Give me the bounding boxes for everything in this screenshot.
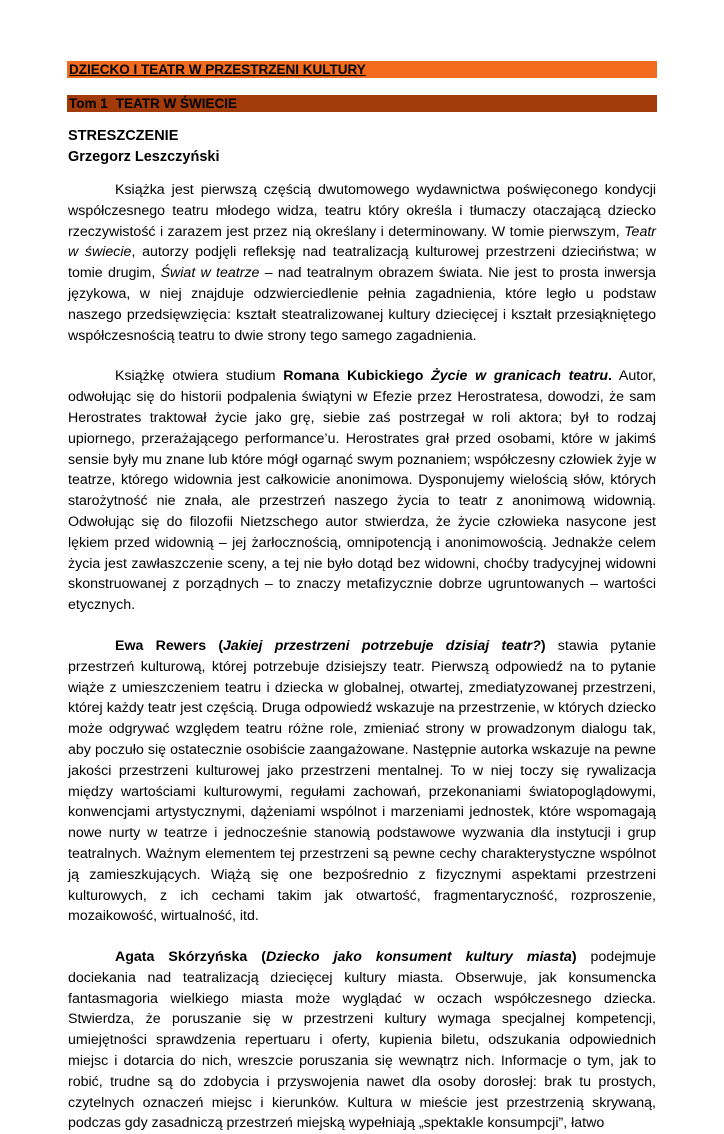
volume-bar — [67, 95, 657, 112]
author-name: Grzegorz Leszczyński — [68, 149, 220, 165]
paragraph-1: Książka jest pierwszą częścią dwutomowego wydawnictwa poświęconego kondycji współczesnego teatru młodego widza, teatru który określa i tłumaczy otaczającą dziecko rzeczywistość i zarazem jest przez nią określany i determinowany. W tomie pierwszym, Teatr w świecie, autorzy podjęli refleksję nad teatralizacją kulturowej przestrzeni dzieciństwa; w tomie drugim, Świat w teatrze – nad teatralnym obrazem świata. Nie jest to prosta inwersja językowa, w niej znajduje odzwierciedlenie pełnia zagadnienia, które legło u podstaw naszego przedsięwzięcia: kształt steatralizowanej kultury dziecięcej i kształt przesiąkniętego współczesnością teatru to dwie strony tego samego zagadnienia. — [68, 182, 656, 344]
volume-title: TEATR W ŚWIECIE — [115, 96, 238, 111]
book-title-bar — [67, 61, 657, 78]
body-text — [68, 180, 656, 1134]
paragraph-2: Książkę otwiera studium Romana Kubickiego Życie w granicach teatru. Autor, odwołując się do historii podpalenia świątyni w Efezie przez Herostratesa, dowodzi, że sam Herostrates traktował życie jako grę, siebie zaś postrzegał w roli aktora; był to rodzaj upiornego, przerażającego performance’u. Herostrates grał przed osobami, które w jakimś sensie były mu znane lub które mógł ogarnąć swym poznaniem; współczesny człowiek żyje w teatrze, którego widownia jest całkowicie anonimowa. Dysponujemy wielością słów, których starożytność nie znała, ale przestrzeń naszego życia to teatr z anonimową widownią. Odwołując się do filozofii Nietzschego autor stwierdza, że życie człowieka nasycone jest lękiem przed widownią – jej żarłocznością, omnipotencją i anonimowością. Jednakże celem życia jest zawłaszczenie sceny, a tej nie było dotąd bez widowni, choćby tradycyjnej widowni skonstruowanej z porządnych – to znaczy metafizycznie dobrze ugruntowanych – wartości etycznych. — [68, 368, 656, 614]
paragraph-4: Agata Skórzyńska (Dziecko jako konsument kultury miasta) podejmuje dociekania nad teatralizacją dziecięcej kultury miasta. Obserwuje, jak konsumencka fantasmagoria wielkiego miasta może wyglądać w oczach współczesnego dziecka. Stwierdza, że poruszanie się w przestrzeni kultury wymaga specjalnej kompetencji, umiejętności sprawdzenia repertuaru i oferty, kupienia biletu, odszukania odpowiednich miejsc i dotarcia do nich, wreszcie poruszania się wewnątrz nich. Informacje o tym, jak to robić, trudne są do zdobycia i przyswojenia nawet dla osoby dorosłej: brak tu prostych, czytelnych oznaczeń miejsc i kierunków. Kultura w mieście jest przestrzenią skrywaną, podczas gdy zasadniczą przestrzeń miejską wypełniają „spektakle konsumpcji”, łatwo — [68, 949, 656, 1132]
section-heading: STRESZCZENIE — [68, 128, 179, 144]
paragraph-3: Ewa Rewers (Jakiej przestrzeni potrzebuje dzisiaj teatr?) stawia pytanie przestrzeń kulturową, której potrzebuje dzisiejszy teatr. Pierwszą odpowiedź na to pytanie wiąże z umieszczeniem teatru i dziecka w globalnej, otwartej, zmediatyzowanej przestrzeni, której każdy teatr jest częścią. Druga odpowiedź wskazuje na przestrzenie, w których dziecko może odgrywać względem teatru różne role, zmieniać strony w prowadzonym dialogu tak, aby poczuło się ostatecznie osobiście zaangażowane. Następnie autorka wskazuje na pewne jakości przestrzeni kulturowej jako przestrzeni mentalnej. To w niej toczy się rywalizacja między wartościami kulturowymi, regułami zachowań, przekonaniami światopoglądowymi, konwencjami artystycznymi, dążeniami wspólnot i marzeniami jednostek, które wspomagają nowe nurty w teatrze i jednocześnie stanowią podstawowe wyzwania dla instytucji i grup teatralnych. Ważnym elementem tej przestrzeni są pewne cechy charakterystyczne wspólnot ją zamieszkujących. Wiążą się one bezpośrednio z fizycznymi aspektami przestrzeni kulturowych, z ich cechami takim jak otwartość, fragmentaryczność, rozproszenie, mozaikowość, wirtualność, itd. — [68, 637, 656, 925]
volume-label: Tom 1 — [69, 96, 108, 111]
book-title: DZIECKO I TEATR W PRZESTRZENI KULTURY — [69, 62, 366, 77]
